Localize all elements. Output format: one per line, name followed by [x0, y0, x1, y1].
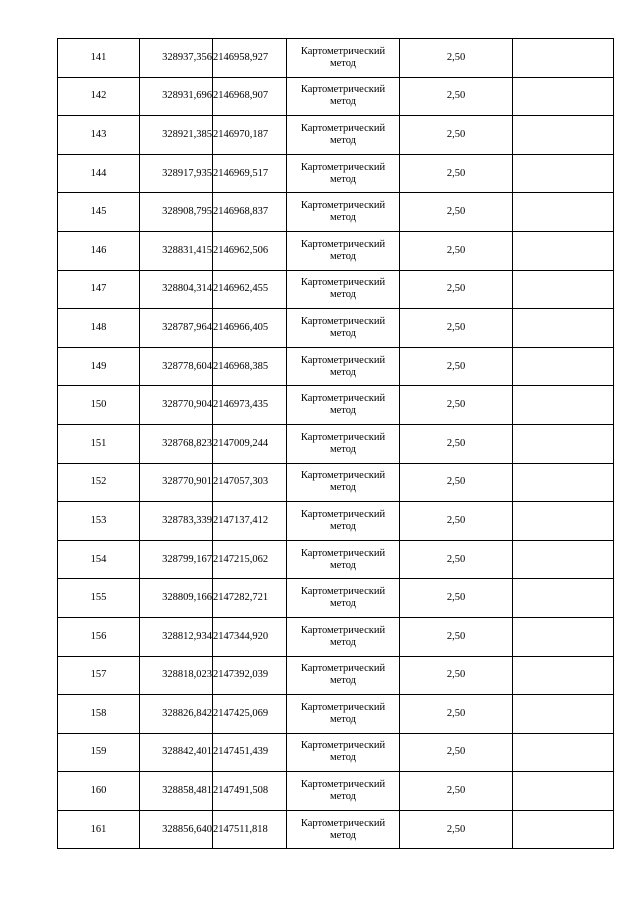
table-row — [58, 579, 614, 618]
method-cell: Картометрический метод — [287, 579, 400, 618]
point-number-cell: 160 — [58, 772, 140, 811]
point-number-cell: 157 — [58, 656, 140, 695]
point-number-cell: 142 — [58, 77, 140, 116]
method-cell: Картометрический метод — [287, 386, 400, 425]
y-coordinate-cell: 2146962,506 — [213, 231, 287, 270]
point-number-cell: 148 — [58, 309, 140, 348]
table-row — [58, 39, 614, 78]
table-body — [58, 39, 614, 849]
x-coordinate-cell: 328908,795 — [140, 193, 213, 232]
y-coordinate-cell: 2146966,405 — [213, 309, 287, 348]
table-row — [58, 540, 614, 579]
point-number-cell: 149 — [58, 347, 140, 386]
point-number-cell: 161 — [58, 810, 140, 849]
table-row — [58, 502, 614, 541]
y-coordinate-cell: 2146968,385 — [213, 347, 287, 386]
accuracy-cell: 2,50 — [400, 77, 513, 116]
table-row — [58, 270, 614, 309]
table-row — [58, 193, 614, 232]
method-cell: Картометрический метод — [287, 540, 400, 579]
y-coordinate-cell: 2146968,907 — [213, 77, 287, 116]
x-coordinate-cell: 328809,166 — [140, 579, 213, 618]
note-cell — [513, 270, 614, 309]
y-coordinate-cell: 2147344,920 — [213, 617, 287, 656]
accuracy-cell: 2,50 — [400, 347, 513, 386]
accuracy-cell: 2,50 — [400, 733, 513, 772]
x-coordinate-cell: 328799,167 — [140, 540, 213, 579]
method-cell: Картометрический метод — [287, 347, 400, 386]
method-cell: Картометрический метод — [287, 77, 400, 116]
note-cell — [513, 424, 614, 463]
coordinates-table — [57, 38, 614, 849]
note-cell — [513, 579, 614, 618]
accuracy-cell: 2,50 — [400, 39, 513, 78]
method-cell: Картометрический метод — [287, 733, 400, 772]
point-number-cell: 151 — [58, 424, 140, 463]
accuracy-cell: 2,50 — [400, 540, 513, 579]
note-cell — [513, 77, 614, 116]
y-coordinate-cell: 2147057,303 — [213, 463, 287, 502]
y-coordinate-cell: 2146962,455 — [213, 270, 287, 309]
x-coordinate-cell: 328778,604 — [140, 347, 213, 386]
point-number-cell: 156 — [58, 617, 140, 656]
accuracy-cell: 2,50 — [400, 463, 513, 502]
x-coordinate-cell: 328804,314 — [140, 270, 213, 309]
table-row — [58, 77, 614, 116]
y-coordinate-cell: 2147392,039 — [213, 656, 287, 695]
point-number-cell: 154 — [58, 540, 140, 579]
method-cell: Картометрический метод — [287, 617, 400, 656]
y-coordinate-cell: 2147511,818 — [213, 810, 287, 849]
table-row — [58, 617, 614, 656]
table-row — [58, 386, 614, 425]
note-cell — [513, 193, 614, 232]
y-coordinate-cell: 2147425,069 — [213, 695, 287, 734]
accuracy-cell: 2,50 — [400, 386, 513, 425]
table-row — [58, 309, 614, 348]
note-cell — [513, 39, 614, 78]
point-number-cell: 159 — [58, 733, 140, 772]
point-number-cell: 144 — [58, 154, 140, 193]
y-coordinate-cell: 2146970,187 — [213, 116, 287, 155]
x-coordinate-cell: 328842,401 — [140, 733, 213, 772]
point-number-cell: 146 — [58, 231, 140, 270]
method-cell: Картометрический метод — [287, 656, 400, 695]
method-cell: Картометрический метод — [287, 154, 400, 193]
table-row — [58, 116, 614, 155]
point-number-cell: 145 — [58, 193, 140, 232]
method-cell: Картометрический метод — [287, 810, 400, 849]
note-cell — [513, 309, 614, 348]
x-coordinate-cell: 328770,904 — [140, 386, 213, 425]
x-coordinate-cell: 328787,964 — [140, 309, 213, 348]
accuracy-cell: 2,50 — [400, 309, 513, 348]
y-coordinate-cell: 2147451,439 — [213, 733, 287, 772]
table-row — [58, 424, 614, 463]
table-row — [58, 733, 614, 772]
note-cell — [513, 810, 614, 849]
note-cell — [513, 231, 614, 270]
table-row — [58, 154, 614, 193]
point-number-cell: 152 — [58, 463, 140, 502]
x-coordinate-cell: 328931,696 — [140, 77, 213, 116]
note-cell — [513, 386, 614, 425]
point-number-cell: 141 — [58, 39, 140, 78]
x-coordinate-cell: 328812,934 — [140, 617, 213, 656]
point-number-cell: 155 — [58, 579, 140, 618]
y-coordinate-cell: 2146958,927 — [213, 39, 287, 78]
accuracy-cell: 2,50 — [400, 231, 513, 270]
method-cell: Картометрический метод — [287, 231, 400, 270]
x-coordinate-cell: 328818,023 — [140, 656, 213, 695]
x-coordinate-cell: 328917,935 — [140, 154, 213, 193]
x-coordinate-cell: 328770,901 — [140, 463, 213, 502]
point-number-cell: 150 — [58, 386, 140, 425]
accuracy-cell: 2,50 — [400, 656, 513, 695]
note-cell — [513, 154, 614, 193]
x-coordinate-cell: 328937,356 — [140, 39, 213, 78]
note-cell — [513, 695, 614, 734]
x-coordinate-cell: 328856,640 — [140, 810, 213, 849]
y-coordinate-cell: 2146968,837 — [213, 193, 287, 232]
table-row — [58, 231, 614, 270]
x-coordinate-cell: 328768,823 — [140, 424, 213, 463]
table-row — [58, 772, 614, 811]
accuracy-cell: 2,50 — [400, 617, 513, 656]
accuracy-cell: 2,50 — [400, 772, 513, 811]
note-cell — [513, 772, 614, 811]
method-cell: Картометрический метод — [287, 39, 400, 78]
x-coordinate-cell: 328858,481 — [140, 772, 213, 811]
y-coordinate-cell: 2147009,244 — [213, 424, 287, 463]
method-cell: Картометрический метод — [287, 270, 400, 309]
table-row — [58, 656, 614, 695]
note-cell — [513, 347, 614, 386]
accuracy-cell: 2,50 — [400, 116, 513, 155]
accuracy-cell: 2,50 — [400, 502, 513, 541]
note-cell — [513, 463, 614, 502]
note-cell — [513, 656, 614, 695]
note-cell — [513, 540, 614, 579]
x-coordinate-cell: 328831,415 — [140, 231, 213, 270]
accuracy-cell: 2,50 — [400, 695, 513, 734]
y-coordinate-cell: 2146973,435 — [213, 386, 287, 425]
x-coordinate-cell: 328826,842 — [140, 695, 213, 734]
y-coordinate-cell: 2147282,721 — [213, 579, 287, 618]
accuracy-cell: 2,50 — [400, 270, 513, 309]
method-cell: Картометрический метод — [287, 193, 400, 232]
table-row — [58, 347, 614, 386]
method-cell: Картометрический метод — [287, 772, 400, 811]
table-row — [58, 810, 614, 849]
note-cell — [513, 733, 614, 772]
method-cell: Картометрический метод — [287, 502, 400, 541]
method-cell: Картометрический метод — [287, 463, 400, 502]
method-cell: Картометрический метод — [287, 116, 400, 155]
method-cell: Картометрический метод — [287, 695, 400, 734]
y-coordinate-cell: 2147215,062 — [213, 540, 287, 579]
point-number-cell: 143 — [58, 116, 140, 155]
accuracy-cell: 2,50 — [400, 154, 513, 193]
x-coordinate-cell: 328921,385 — [140, 116, 213, 155]
x-coordinate-cell: 328783,339 — [140, 502, 213, 541]
method-cell: Картометрический метод — [287, 309, 400, 348]
method-cell: Картометрический метод — [287, 424, 400, 463]
point-number-cell: 158 — [58, 695, 140, 734]
table-row — [58, 463, 614, 502]
y-coordinate-cell: 2147491,508 — [213, 772, 287, 811]
accuracy-cell: 2,50 — [400, 424, 513, 463]
point-number-cell: 147 — [58, 270, 140, 309]
y-coordinate-cell: 2146969,517 — [213, 154, 287, 193]
point-number-cell: 153 — [58, 502, 140, 541]
y-coordinate-cell: 2147137,412 — [213, 502, 287, 541]
note-cell — [513, 116, 614, 155]
note-cell — [513, 502, 614, 541]
accuracy-cell: 2,50 — [400, 810, 513, 849]
accuracy-cell: 2,50 — [400, 193, 513, 232]
note-cell — [513, 617, 614, 656]
accuracy-cell: 2,50 — [400, 579, 513, 618]
table-row — [58, 695, 614, 734]
